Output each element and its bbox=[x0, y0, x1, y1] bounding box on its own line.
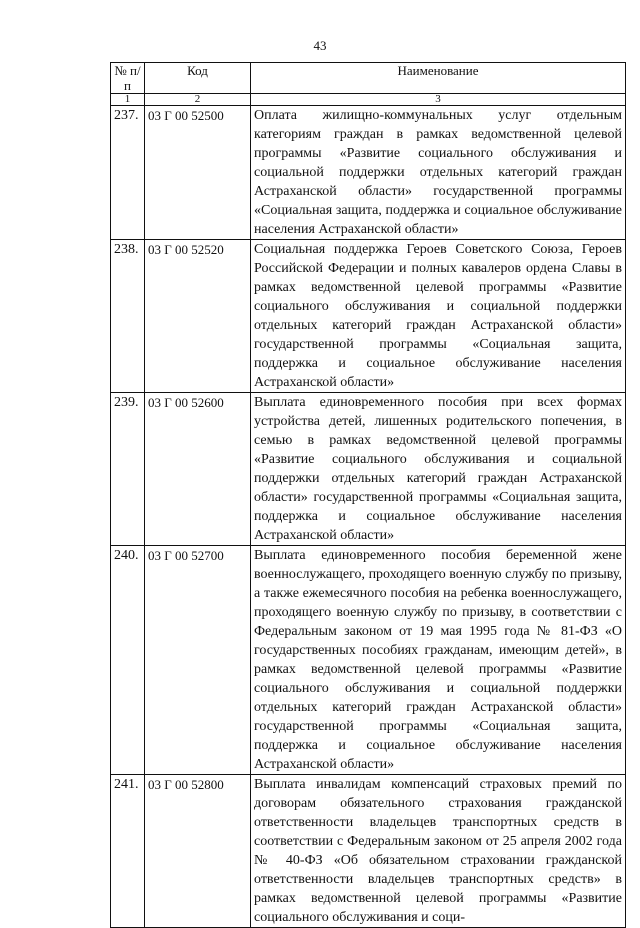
column-index-row bbox=[111, 94, 626, 106]
row-name: Выплата единовременного пособия при всех формах устройства детей, лишенных родительского попечения, в семью в рамках ведомственной целевой программы «Развитие социального обслуживания и социальной поддержки отдельных категорий граждан Астраханской области» государственной программы «Социальная защита, поддержка и социальное обслуживание населения Астраханской области» bbox=[251, 393, 626, 546]
header-name: Наименование bbox=[251, 63, 626, 94]
row-number: 241. bbox=[111, 775, 145, 928]
table-row bbox=[111, 106, 626, 240]
header-num: № п/п bbox=[111, 63, 145, 94]
row-code: 03 Г 00 52700 bbox=[145, 546, 251, 775]
row-name: Оплата жилищно-коммунальных услуг отдельным категориям граждан в рамках ведомственной целевой программы «Развитие социального обслуживания и социальной поддержки отдельных категорий граждан Астраханской области» государственной программы «Социальная защита, поддержка и социальное обслуживание населения Астраханской области» bbox=[251, 106, 626, 240]
column-index: 2 bbox=[145, 94, 251, 106]
row-number: 237. bbox=[111, 106, 145, 240]
table-row bbox=[111, 240, 626, 393]
row-code: 03 Г 00 52600 bbox=[145, 393, 251, 546]
row-code: 03 Г 00 52500 bbox=[145, 106, 251, 240]
table-row bbox=[111, 393, 626, 546]
budget-classification-table bbox=[110, 62, 626, 928]
header-code: Код bbox=[145, 63, 251, 94]
row-name: Социальная поддержка Героев Советского Союза, Героев Российской Федерации и полных кавалеров ордена Славы в рамках ведомственной целевой программы «Развитие социального обслуживания и социальной поддержки отдельных категорий граждан Астраханской области» государственной программы «Социальная защита, поддержка и социальное обслуживание населения Астраханской области» bbox=[251, 240, 626, 393]
page-number: 43 bbox=[313, 38, 327, 53]
table-row bbox=[111, 546, 626, 775]
column-index: 3 bbox=[251, 94, 626, 106]
column-index: 1 bbox=[111, 94, 145, 106]
row-code: 03 Г 00 52520 bbox=[145, 240, 251, 393]
row-number: 240. bbox=[111, 546, 145, 775]
row-name: Выплата инвалидам компенсаций страховых премий по договорам обязательного страхования гражданской ответственности владельцев транспортных средств в соответствии с Федеральным законом от 25 апреля 2002 года № 40-ФЗ «Об обязательном страховании гражданской ответственности владельцев транспортных средств» в рамках ведомственной целевой программы «Развитие социального обслуживания и соци- bbox=[251, 775, 626, 928]
table-header-row bbox=[111, 63, 626, 94]
row-number: 238. bbox=[111, 240, 145, 393]
row-code: 03 Г 00 52800 bbox=[145, 775, 251, 928]
row-number: 239. bbox=[111, 393, 145, 546]
row-name: Выплата единовременного пособия беременной жене военнослужащего, проходящего военную службу по призыву, а также ежемесячного пособия на ребенка военнослужащего, проходящего военную службу по призыву, в соответствии с Федеральным законом от 19 мая 1995 года № 81-ФЗ «О государственных пособиях гражданам, имеющим детей», в рамках ведомственной целевой программы «Развитие социального обслуживания и социальной поддержки отдельных категорий граждан Астраханской области» государственной программы «Социальная защита, поддержка и социальное обслуживание населения Астраханской области» bbox=[251, 546, 626, 775]
